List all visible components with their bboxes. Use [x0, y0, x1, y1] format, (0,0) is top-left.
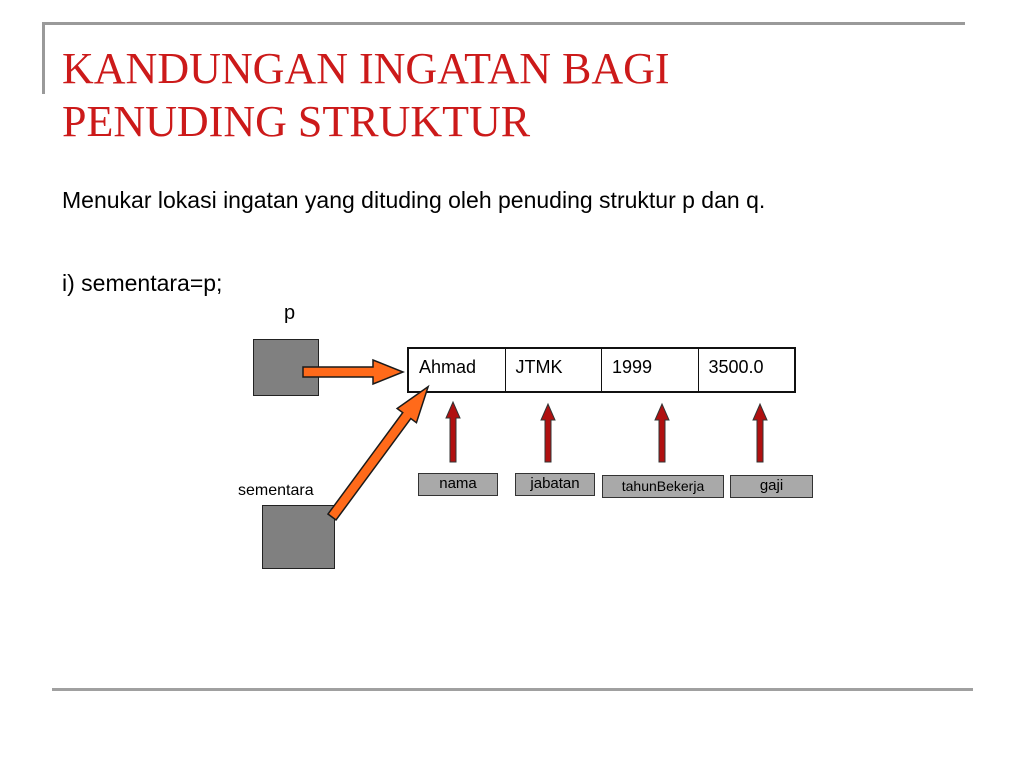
slide-description: Menukar lokasi ingatan yang dituding oleh penuding struktur p dan q. — [62, 187, 766, 213]
struct-cell-gaji: 3500.0 — [708, 357, 764, 377]
frame-left-line — [42, 22, 45, 94]
pointer-sementara-label: sementara — [238, 482, 314, 499]
slide-title-line-1: KANDUNGAN INGATAN BAGI — [62, 44, 670, 93]
frame-top-line — [42, 22, 965, 25]
arrow-field-jabatan — [541, 404, 555, 462]
field-label-jabatan: jabatan — [515, 473, 595, 496]
struct-cell-jabatan: JTMK — [506, 349, 603, 391]
pointer-sementara-box — [262, 505, 335, 569]
field-label-gaji: gaji — [730, 475, 813, 498]
slide-title — [62, 42, 962, 148]
slide-title-line-2: PENUDING STRUKTUR — [62, 97, 531, 146]
arrow-field-tahunbekerja — [655, 404, 669, 462]
step-label: i) sementara=p; — [62, 270, 223, 296]
struct-cell-nama: Ahmad — [409, 349, 506, 391]
struct-memory-block — [407, 347, 796, 393]
struct-cell-tahunbekerja: 1999 — [602, 349, 699, 391]
arrow-field-nama — [446, 402, 460, 462]
field-label-nama: nama — [418, 473, 498, 496]
arrow-field-gaji — [753, 404, 767, 462]
arrow-sementara-to-struct — [322, 379, 437, 524]
pointer-p-label: p — [284, 302, 296, 324]
pointer-p-box — [253, 339, 319, 396]
field-label-tahunbekerja: tahunBekerja — [602, 475, 724, 498]
frame-bottom-line — [52, 688, 973, 691]
